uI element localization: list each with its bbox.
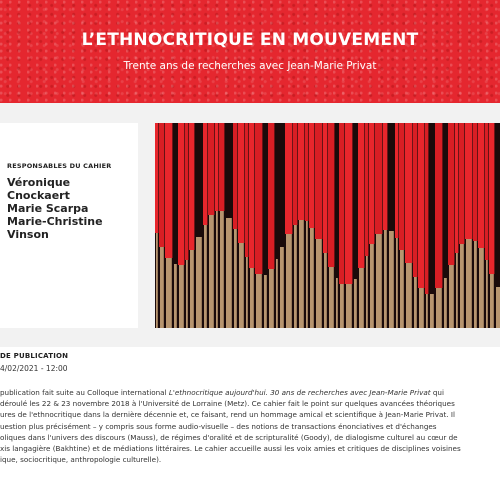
photo-stick (414, 277, 417, 328)
photo-stick (366, 256, 368, 328)
author-name: Cnockaert (7, 189, 70, 202)
photo-stick (310, 228, 314, 328)
photo-stick (264, 275, 267, 328)
photo-strip (339, 123, 344, 284)
abstract-text (0, 387, 500, 465)
photo-strip (388, 123, 394, 231)
photo-stick (444, 278, 447, 328)
author-name: Vinson (7, 228, 49, 241)
photo-strip (323, 123, 327, 253)
photo-strip (293, 123, 297, 225)
photo-stick (419, 288, 424, 328)
photo-strip (263, 123, 267, 275)
photo-stick (280, 247, 284, 328)
author-name: Marie-Christine (7, 215, 103, 228)
photo-stick (486, 260, 488, 328)
photo-stick (269, 269, 274, 328)
photo-strip (309, 123, 314, 228)
photo-strip (173, 123, 177, 264)
photo-strip (465, 123, 472, 239)
photo-stick (166, 258, 172, 328)
responsables-label: RESPONSABLES DU CAHIER (7, 162, 112, 170)
photo-strip (443, 123, 447, 278)
photo-strip (238, 123, 244, 243)
photo-stick (286, 234, 292, 328)
author-name: Marie Scarpa (7, 202, 89, 215)
photo-stick (179, 265, 184, 328)
publication-label: DE PUBLICATION (0, 352, 69, 360)
photo-stick (190, 250, 194, 328)
photo-strip (165, 123, 172, 258)
photo-strip (369, 123, 374, 244)
photo-strip (268, 123, 274, 269)
abstract-line: xis langagière (Bakhtine) et de médiations littéraires. Le cahier accueille aussi les voix amies et critiques de disciplines voisines (0, 443, 461, 453)
photo-strip (448, 123, 454, 265)
photo-stick (239, 243, 244, 328)
colloque-title: L'ethnocritique aujourd'hui. 30 ans de recherches avec Jean-Marie Privat (168, 388, 431, 397)
photo-stick (226, 218, 232, 328)
photo-strip (245, 123, 248, 257)
photo-strip (365, 123, 368, 256)
page-subtitle: Trente ans de recherches avec Jean-Marie Privat (123, 60, 377, 72)
photo-stick (426, 294, 428, 328)
photo-stick (460, 244, 464, 328)
photo-stick (246, 257, 248, 328)
photo-strip (225, 123, 232, 218)
photo-strip (405, 123, 412, 263)
photo-stick (354, 279, 357, 328)
photo-stick (299, 220, 304, 328)
abstract-line (0, 387, 500, 398)
photo-strip (215, 123, 218, 211)
photo-strip (418, 123, 424, 288)
abstract-line: uestion plus précisément – y compris sous forme audio-visuelle – des notions de transactions énonciatives et d'échanges (0, 421, 437, 431)
photo-stick (479, 248, 484, 328)
photo-stick (316, 239, 322, 328)
photo-stick (449, 265, 454, 328)
photo-stick (456, 253, 458, 328)
photo-stick (220, 211, 224, 328)
photo-stick (430, 294, 434, 328)
photo-strip (305, 123, 308, 221)
photo-strip (275, 123, 278, 259)
photo-stick (156, 233, 158, 328)
photo-stick (496, 287, 500, 328)
photo-strip (315, 123, 322, 239)
photo-stick (186, 260, 188, 328)
photo-strip (233, 123, 237, 229)
photo-stick (400, 250, 404, 328)
photo-strip (335, 123, 338, 278)
photo-strip (495, 123, 500, 287)
photo-strip (249, 123, 254, 268)
abstract-line: ures de l'ethnocritique dans la dernière décennie et, ce faisant, rend un hommage amical et scientifique à Jean-Marie Privat. Il (0, 410, 455, 420)
photo-stick (370, 244, 374, 328)
photo-strip (279, 123, 284, 247)
photo-stick (204, 225, 207, 328)
photo-stick (406, 263, 412, 328)
photo-stick (294, 225, 297, 328)
photo-strip (195, 123, 202, 237)
photo-stick (256, 274, 262, 328)
photo-stick (396, 238, 398, 328)
photo-stick (234, 229, 237, 328)
photo-stick (209, 215, 214, 328)
cover-image-drawing (155, 123, 500, 328)
photo-strip (413, 123, 417, 277)
photo-strip (208, 123, 214, 215)
photo-strip (399, 123, 404, 250)
photo-strip (473, 123, 477, 241)
photo-strip (485, 123, 488, 260)
photo-stick (359, 268, 364, 328)
photo-strip (455, 123, 458, 253)
header-banner (0, 0, 500, 103)
photo-stick (466, 239, 472, 328)
publication-date: 4/02/2021 - 12:00 (0, 364, 68, 373)
photo-strip (435, 123, 442, 288)
photo-stick (276, 259, 278, 328)
photo-stick (474, 241, 477, 328)
photo-strip (155, 123, 158, 233)
photo-stick (490, 274, 494, 328)
photo-strip (219, 123, 224, 211)
photo-stick (160, 247, 164, 328)
photo-strip (185, 123, 188, 260)
photo-stick (174, 264, 177, 328)
photo-stick (306, 221, 308, 328)
photo-strip (255, 123, 262, 274)
photo-strip (383, 123, 387, 230)
photo-stick (329, 267, 334, 328)
photo-strip (203, 123, 207, 225)
photo-stick (216, 211, 218, 328)
abstract-line: déroulé les 22 & 23 novembre 2018 à l'Université de Lorraine (Metz). Ce cahier fait le point sur quelques avancées théoriques (0, 399, 455, 409)
photo-stick (336, 278, 338, 328)
photo-strip (429, 123, 434, 294)
photo-strip (375, 123, 382, 234)
photo-stick (340, 284, 344, 328)
cover-image (155, 123, 500, 328)
photo-stick (196, 237, 202, 328)
photo-stick (436, 288, 442, 328)
photo-strip (345, 123, 352, 284)
photo-stick (389, 231, 394, 328)
photo-strip (358, 123, 364, 268)
abstract-line-text: qui (430, 388, 444, 397)
photo-stick (384, 230, 387, 328)
photo-strip (459, 123, 464, 244)
photo-strip (489, 123, 494, 274)
photo-strip (285, 123, 292, 234)
author-name: Véronique (7, 176, 71, 189)
photo-strip (298, 123, 304, 220)
photo-strip (178, 123, 184, 265)
photo-stick (376, 234, 382, 328)
photo-strip (478, 123, 484, 248)
photo-stick (346, 284, 352, 328)
photo-strip (189, 123, 194, 250)
abstract-line: oliques dans l'univers des discours (Mauss), de régimes d'oralité et de scripturalité (Goody), de dialogisme culturel au cœur de (0, 432, 458, 442)
authors-list (7, 176, 135, 241)
photo-stick (250, 268, 254, 328)
photo-strip (353, 123, 357, 279)
abstract-line-text: publication fait suite au Colloque international (0, 388, 169, 397)
photo-strip (159, 123, 164, 247)
page-title: L’ETHNOCRITIQUE EN MOUVEMENT (81, 30, 419, 50)
photo-strip (395, 123, 398, 238)
abstract-line: ique, sociocritique, anthropologie culturelle). (0, 455, 162, 465)
photo-stick (324, 253, 327, 328)
photo-strip (328, 123, 334, 267)
photo-strip (425, 123, 428, 294)
